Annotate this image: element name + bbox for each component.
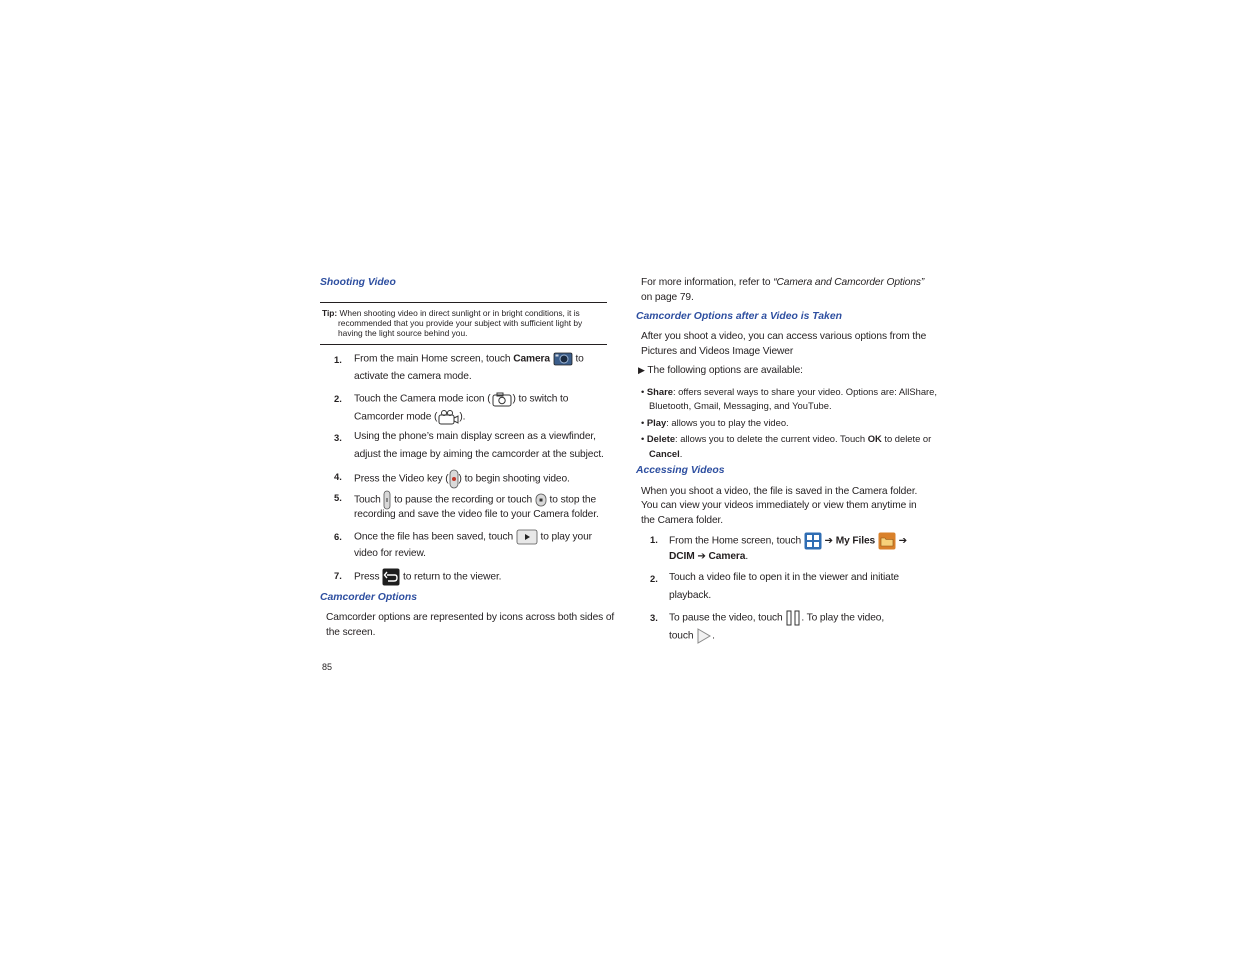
step-number: 1. <box>650 534 658 545</box>
step-number: 5. <box>334 492 342 503</box>
period: . <box>679 448 683 459</box>
more-info-text: For more information, refer to <box>641 277 774 288</box>
play-label: Play <box>646 417 667 428</box>
tip-label: Tip: <box>322 308 338 318</box>
options-line-2: the screen. <box>326 627 376 638</box>
camera-folder-label: Camera <box>708 551 746 562</box>
step-text: From the main Home screen, touch <box>354 353 514 365</box>
dcim-label: DCIM <box>669 551 695 562</box>
bullet-share-line-2: Bluetooth, Gmail, Messaging, and YouTube. <box>649 400 832 411</box>
step-text: to pause the recording or touch <box>391 494 535 506</box>
step-6-line-2: video for review. <box>354 548 426 559</box>
step-text: Press the Video key ( <box>354 473 449 485</box>
access-line-2: You can view your videos immediately or view them anytime in <box>641 500 917 511</box>
delete-or-text: to delete or <box>881 433 932 444</box>
heading-camcorder-options: Camcorder Options <box>320 592 417 603</box>
step-number: 6. <box>334 531 342 542</box>
video-key-icon <box>449 469 459 489</box>
step-3-line-1: Using the phone’s main display screen as a viewfinder, <box>354 431 596 442</box>
access-step-3-line-1 <box>669 610 884 626</box>
delete-text: : allows you to delete the current video. Touch <box>675 433 868 444</box>
back-key-icon <box>382 568 400 586</box>
step-text: touch <box>669 630 697 642</box>
access-step-1-line-1 <box>669 532 907 550</box>
step-text: From the Home screen, touch <box>669 535 804 547</box>
tip-line-3: having the light source behind you. <box>338 328 468 338</box>
my-files-label: My Files <box>835 535 876 547</box>
bullet-delete-line-2 <box>649 448 682 460</box>
step-text: Press <box>354 571 383 583</box>
tip-line-1 <box>322 308 580 318</box>
access-step-2-line-2: playback. <box>669 590 712 601</box>
bullet-dot: • <box>641 433 647 444</box>
more-info-reference: “Camera and Camcorder Options” <box>773 277 925 288</box>
ok-label: OK <box>867 433 882 444</box>
tip-top-rule <box>320 302 607 303</box>
step-text: to play your <box>537 531 592 543</box>
step-number: 3. <box>334 432 342 443</box>
bullet-share-line-1 <box>641 386 937 398</box>
play-text: : allows you to play the video. <box>666 417 789 428</box>
camera-label: Camera <box>513 353 550 365</box>
access-step-1-line-2 <box>669 550 748 564</box>
camcorder-mode-icon <box>437 409 459 425</box>
step-number: 1. <box>334 354 342 365</box>
step-text: Camcorder mode ( <box>354 411 438 423</box>
heading-shooting-video: Shooting Video <box>320 277 396 288</box>
tip-line-2: recommended that you provide your subject with sufficient light by <box>338 318 583 328</box>
step-1-line-2: activate the camera mode. <box>354 371 472 382</box>
step-number: 7. <box>334 570 342 581</box>
after-line-2: Pictures and Videos Image Viewer <box>641 346 794 357</box>
step-text: Touch <box>354 494 384 506</box>
arrow: ➔ <box>824 535 833 547</box>
play-button-icon <box>516 529 538 545</box>
my-files-icon <box>878 532 896 550</box>
options-line-1: Camcorder options are represented by icons across both sides of <box>326 612 615 623</box>
cancel-label: Cancel <box>649 448 680 459</box>
following-options-line <box>638 363 803 378</box>
share-text: : offers several ways to share your video. Options are: AllShare, <box>672 386 937 397</box>
heading-options-after-video: Camcorder Options after a Video is Taken <box>636 311 842 322</box>
after-line-1: After you shoot a video, you can access various options from the <box>641 331 927 342</box>
step-text: ). <box>459 411 466 423</box>
bullet-dot: • <box>641 386 647 397</box>
triangle-bullet-icon: ▶ <box>638 365 645 375</box>
step-7-line-1 <box>354 568 501 586</box>
arrow: ➔ <box>898 535 908 547</box>
step-text: to <box>575 353 584 365</box>
step-text: Touch the Camera mode icon ( <box>354 393 491 405</box>
more-info-line-1 <box>641 276 924 290</box>
play-icon <box>696 628 712 644</box>
step-text: to return to the viewer. <box>400 571 502 583</box>
bullet-delete-line-1 <box>641 433 931 445</box>
step-number: 2. <box>334 393 342 404</box>
step-text: . <box>712 630 715 642</box>
step-6-line-1 <box>354 529 592 545</box>
page-number: 85 <box>322 662 333 672</box>
step-number: 3. <box>650 612 658 623</box>
access-line-1: When you shoot a video, the file is saved in the Camera folder. <box>641 486 918 497</box>
step-text: ) to begin shooting video. <box>458 473 570 485</box>
step-text: to stop the <box>546 494 597 506</box>
step-3-line-2: adjust the image by aiming the camcorder at the subject. <box>354 449 604 460</box>
access-step-2-line-1: Touch a video file to open it in the viewer and initiate <box>669 572 899 583</box>
arrow: ➔ <box>697 551 706 562</box>
access-step-3-line-2 <box>669 628 715 644</box>
access-line-3: the Camera folder. <box>641 515 724 526</box>
step-4-line-1 <box>354 469 570 489</box>
step-text: . To play the video, <box>801 612 885 624</box>
apps-grid-icon <box>804 532 822 550</box>
bullet-dot: • <box>641 417 647 428</box>
step-5-line-1 <box>354 490 596 510</box>
step-number: 2. <box>650 573 658 584</box>
step-1-line-1 <box>354 352 584 367</box>
following-text: The following options are available: <box>647 365 803 376</box>
share-label: Share <box>646 386 673 397</box>
step-text: To pause the video, touch <box>669 612 786 624</box>
step-text: ) to switch to <box>512 393 569 405</box>
stop-key-icon <box>535 493 547 507</box>
step-2-line-1 <box>354 391 568 407</box>
camera-app-icon <box>553 352 573 366</box>
bullet-play <box>641 417 789 429</box>
camera-mode-icon <box>491 391 513 407</box>
tip-bottom-rule <box>320 344 607 345</box>
heading-accessing-videos: Accessing Videos <box>636 465 725 476</box>
pause-icon <box>785 610 801 626</box>
step-text: Once the file has been saved, touch <box>354 531 516 543</box>
more-info-line-2: on page 79. <box>641 292 694 303</box>
period: . <box>745 551 749 562</box>
step-5-line-2: recording and save the video file to your Camera folder. <box>354 509 599 520</box>
tip-text-1: When shooting video in direct sunlight or in bright conditions, it is <box>339 308 580 318</box>
delete-label: Delete <box>646 433 676 444</box>
step-number: 4. <box>334 471 342 482</box>
step-2-line-2 <box>354 409 465 425</box>
